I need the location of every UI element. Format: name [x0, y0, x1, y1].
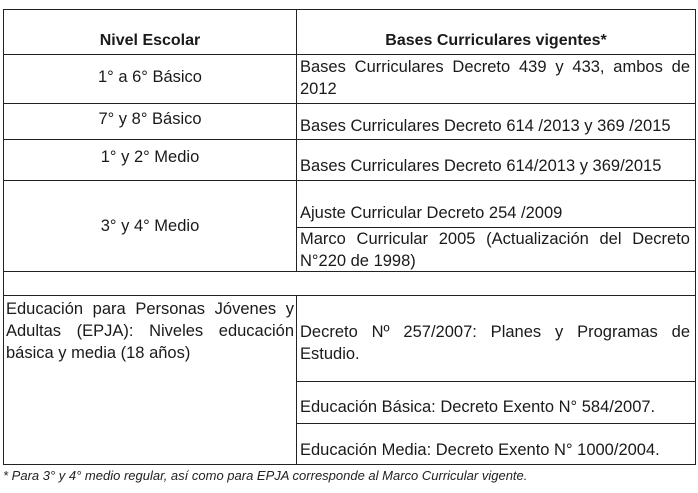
bases-cell: Bases Curriculares Decreto 614 /2013 y 369 /2015 [300, 117, 671, 135]
bases-cell: Educación Básica: Decreto Exento N° 584/2007. [300, 398, 656, 416]
bases-cell: Bases Curriculares Decreto 439 y 433, ambos de 2012 [300, 58, 690, 98]
bases-cell: Bases Curriculares Decreto 614/2013 y 369/2015 [300, 157, 662, 175]
table-border-right [695, 9, 696, 465]
level-cell: Educación para Personas Jóvenes y Adultas (EPJA): Niveles educación básica y media (18 años) [6, 300, 294, 362]
column-divider [296, 295, 297, 465]
level-cell: 1° a 6° Básico [97, 68, 202, 86]
table-border-bottom [3, 464, 696, 465]
header-nivel-escolar: Nivel Escolar [99, 32, 201, 49]
sub-row-divider [296, 381, 696, 382]
bases-cell: Decreto Nº 257/2007: Planes y Programas de Estudio. [300, 323, 690, 363]
footnote: * Para 3° y 4° medio regular, así como para EPJA corresponde al Marco Curricular vigente. [3, 468, 528, 483]
row-divider [3, 103, 696, 104]
bases-cell: Marco Curricular 2005 (Actualización del Decreto N°220 de 1998) [300, 230, 690, 270]
bases-cell: Ajuste Curricular Decreto 254 /2009 [300, 204, 563, 222]
level-cell: 1° y 2° Medio [100, 148, 200, 166]
table-border-top [3, 9, 696, 10]
level-cell: 3° y 4° Medio [100, 217, 200, 235]
header-bases-curriculares: Bases Curriculares vigentes* [385, 32, 607, 49]
sub-row-divider [296, 423, 696, 424]
bases-cell: Educación Media: Decreto Exento N° 1000/2004. [300, 441, 660, 459]
row-divider [3, 180, 696, 181]
row-divider [3, 139, 696, 140]
row-divider [3, 54, 696, 55]
row-divider [3, 295, 696, 296]
level-cell: 7° y 8° Básico [98, 110, 202, 128]
